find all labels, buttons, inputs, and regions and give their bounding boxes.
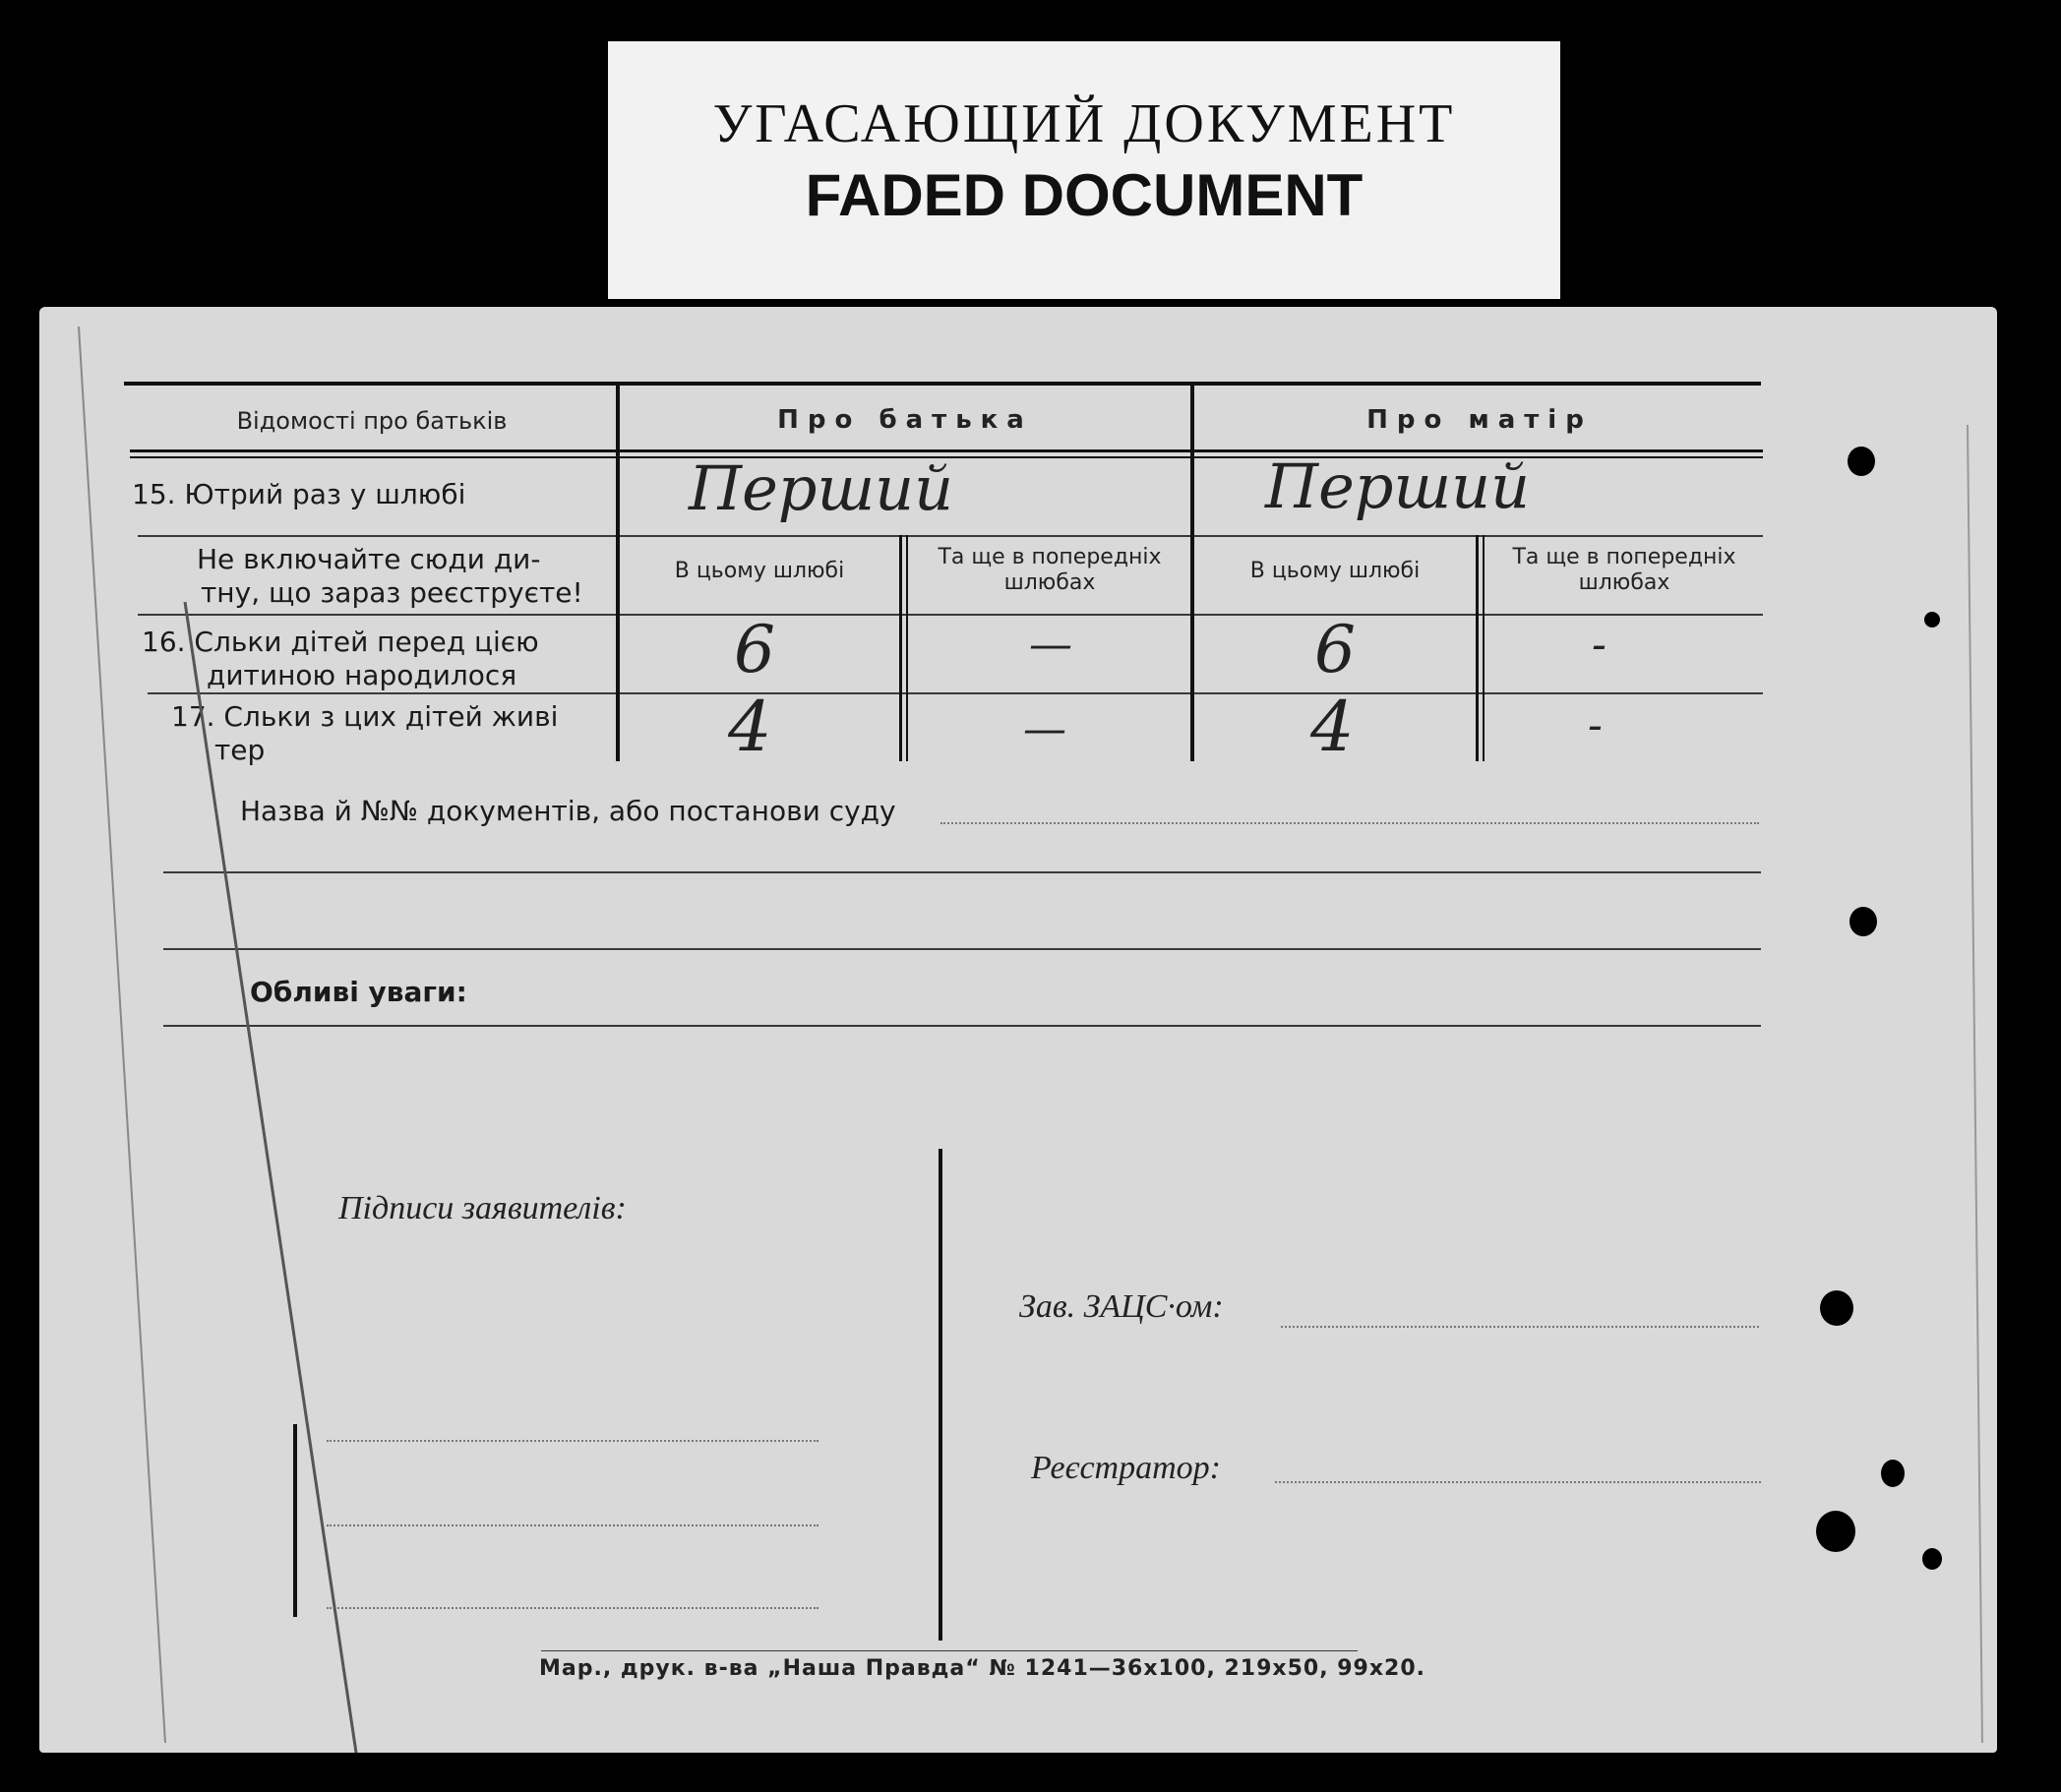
exclusion-note-line2: тну, що зараз реєструєте!: [201, 576, 583, 609]
mother-children-this: 6: [1314, 612, 1356, 687]
document-page: [39, 307, 1997, 1753]
father-sub-this-marriage: В цьому шлюбі: [674, 559, 845, 583]
banner-title-russian: УГАСАЮЩИЙ ДОКУМЕНТ: [712, 93, 1456, 154]
mother-alive-this: 4: [1310, 687, 1355, 767]
father-children-this: 6: [734, 612, 775, 687]
paper-fold-marks: [39, 307, 1997, 1753]
father-children-prev: —: [1029, 620, 1072, 670]
documents-label: Назва й №№ документів, або постанови суду: [240, 795, 896, 827]
father-marriage-count: Перший: [689, 452, 954, 524]
row17-label-line1: 17. Сльки з цих дітей живі: [171, 700, 559, 733]
punch-hole: [1849, 907, 1877, 936]
remarks-label: Обливі уваги:: [250, 976, 467, 1008]
father-sub-previous: Та ще в попередніх шлюбах: [938, 545, 1162, 595]
punch-hole: [1881, 1460, 1905, 1487]
header-father: Про батька: [777, 405, 1033, 435]
applicants-signatures-label: Підписи заявителів:: [338, 1190, 627, 1226]
row16-label-line1: 16. Сльки дітей перед цією: [142, 626, 539, 658]
header-parents-info: Відомості про батьків: [236, 407, 508, 435]
registry-head-label: Зав. ЗАЦС·ом:: [1019, 1288, 1224, 1325]
row15-label: 15. Ютрий раз у шлюбі: [132, 478, 466, 510]
punch-hole: [1922, 1548, 1942, 1570]
punch-hole: [1820, 1290, 1853, 1326]
mother-sub-previous: Та ще в попередніх шлюбах: [1512, 545, 1736, 595]
punch-hole: [1816, 1511, 1855, 1552]
mother-alive-prev: -: [1588, 700, 1603, 750]
row16-label-line2: дитиною народилося: [207, 659, 517, 691]
row17-label-line2: тер: [214, 734, 266, 766]
registrar-label: Реєстратор:: [1031, 1450, 1221, 1486]
faded-document-banner: [608, 41, 1560, 299]
exclusion-note-line1: Не включайте сюди ди-: [197, 543, 541, 575]
mother-children-prev: -: [1592, 620, 1606, 670]
banner-title-english: FADED DOCUMENT: [805, 162, 1364, 228]
mother-sub-this-marriage: В цьому шлюбі: [1249, 559, 1421, 583]
printer-imprint: Мар., друк. в-ва „Наша Правда“ № 1241—36x100, 219x50, 99x20.: [539, 1656, 1426, 1681]
header-mother: Про матір: [1366, 405, 1593, 435]
punch-hole: [1924, 612, 1940, 627]
father-alive-prev: —: [1023, 704, 1066, 754]
mother-marriage-count: Перший: [1265, 450, 1531, 522]
punch-hole: [1848, 447, 1875, 476]
father-alive-this: 4: [728, 687, 772, 767]
